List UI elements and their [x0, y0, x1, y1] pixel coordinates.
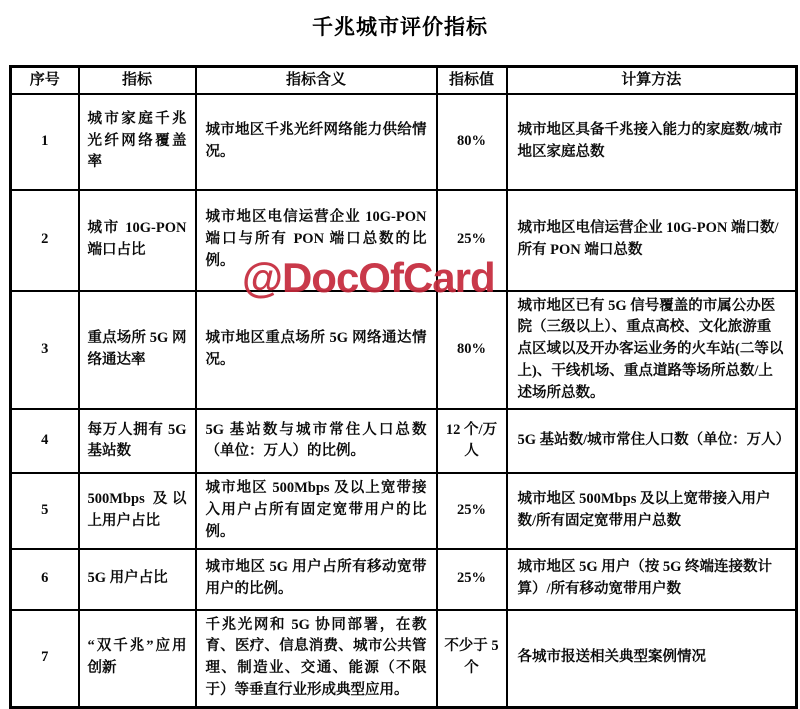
indicator-name: “双千兆”应用创新 [79, 610, 196, 708]
indicator-value: 12 个/万人 [437, 409, 507, 473]
watermark-text: @DocOfCard [242, 254, 495, 301]
indicator-value: 25% [437, 473, 507, 548]
indicator-name: 每万人拥有 5G 基站数 [79, 409, 196, 473]
indicator-name: 重点场所 5G 网络通达率 [79, 291, 196, 410]
row-number: 2 [11, 190, 79, 291]
indicator-name: 500Mbps 及以上用户占比 [79, 473, 196, 548]
calculation-method: 城市地区已有 5G 信号覆盖的市属公办医院（三级以上）、重点高校、文化旅游重点区域以及开办客运业务的火车站(二等以上)、干线机场、重点道路等场所总数/上述场所总数。 [507, 291, 797, 410]
indicator-value: 80% [437, 94, 507, 190]
row-number: 4 [11, 409, 79, 473]
indicator-value: 25% [437, 190, 507, 291]
calculation-method: 5G 基站数/城市常住人口数（单位：万人） [507, 409, 797, 473]
indicator-meaning: 城市地区 500Mbps 及以上宽带接入用户占所有固定宽带用户的比例。 [196, 473, 437, 548]
table-row [11, 291, 797, 410]
indicator-meaning: 城市地区重点场所 5G 网络通达情况。 [196, 291, 437, 410]
page-title: 千兆城市评价指标 [312, 15, 488, 39]
row-number: 6 [11, 549, 79, 610]
indicator-name: 5G 用户占比 [79, 549, 196, 610]
indicator-meaning: 城市地区千兆光纤网络能力供给情况。 [196, 94, 437, 190]
evaluation-indicators-table [9, 65, 798, 709]
calculation-method: 各城市报送相关典型案例情况 [507, 610, 797, 708]
header-indicator-meaning: 指标含义 [196, 67, 437, 94]
indicator-value: 80% [437, 291, 507, 410]
indicator-meaning: 5G 基站数与城市常住人口总数（单位：万人）的比例。 [196, 409, 437, 473]
row-number: 3 [11, 291, 79, 410]
indicator-name: 城市 10G-PON 端口占比 [79, 190, 196, 291]
indicator-meaning: 城市地区 5G 用户占所有移动宽带用户的比例。 [196, 549, 437, 610]
calculation-method: 城市地区具备千兆接入能力的家庭数/城市地区家庭总数 [507, 94, 797, 190]
header-indicator-value: 指标值 [437, 67, 507, 94]
calculation-method: 城市地区电信运营企业 10G-PON 端口数/所有 PON 端口总数 [507, 190, 797, 291]
table-row [11, 549, 797, 610]
indicator-meaning: 千兆光网和 5G 协同部署，在教育、医疗、信息消费、城市公共管理、制造业、交通、能源（不限于）等垂直行业形成典型应用。 [196, 610, 437, 708]
table-row [11, 473, 797, 548]
table-row [11, 409, 797, 473]
table-row [11, 610, 797, 708]
indicator-name: 城市家庭千兆光纤网络覆盖率 [79, 94, 196, 190]
table-header-row [11, 67, 797, 94]
row-number: 7 [11, 610, 79, 708]
indicator-value: 不少于 5 个 [437, 610, 507, 708]
row-number: 5 [11, 473, 79, 548]
calculation-method: 城市地区 500Mbps 及以上宽带接入用户数/所有固定宽带用户总数 [507, 473, 797, 548]
table-row [11, 94, 797, 190]
table-row [11, 190, 797, 291]
indicator-meaning: 城市地区电信运营企业 10G-PON 端口与所有 PON 端口总数的比例。 [196, 190, 437, 291]
header-calculation-method: 计算方法 [507, 67, 797, 94]
header-indicator: 指标 [79, 67, 196, 94]
indicator-value: 25% [437, 549, 507, 610]
calculation-method: 城市地区 5G 用户（按 5G 终端连接数计算）/所有移动宽带用户数 [507, 549, 797, 610]
row-number: 1 [11, 94, 79, 190]
header-serial-number: 序号 [11, 67, 79, 94]
